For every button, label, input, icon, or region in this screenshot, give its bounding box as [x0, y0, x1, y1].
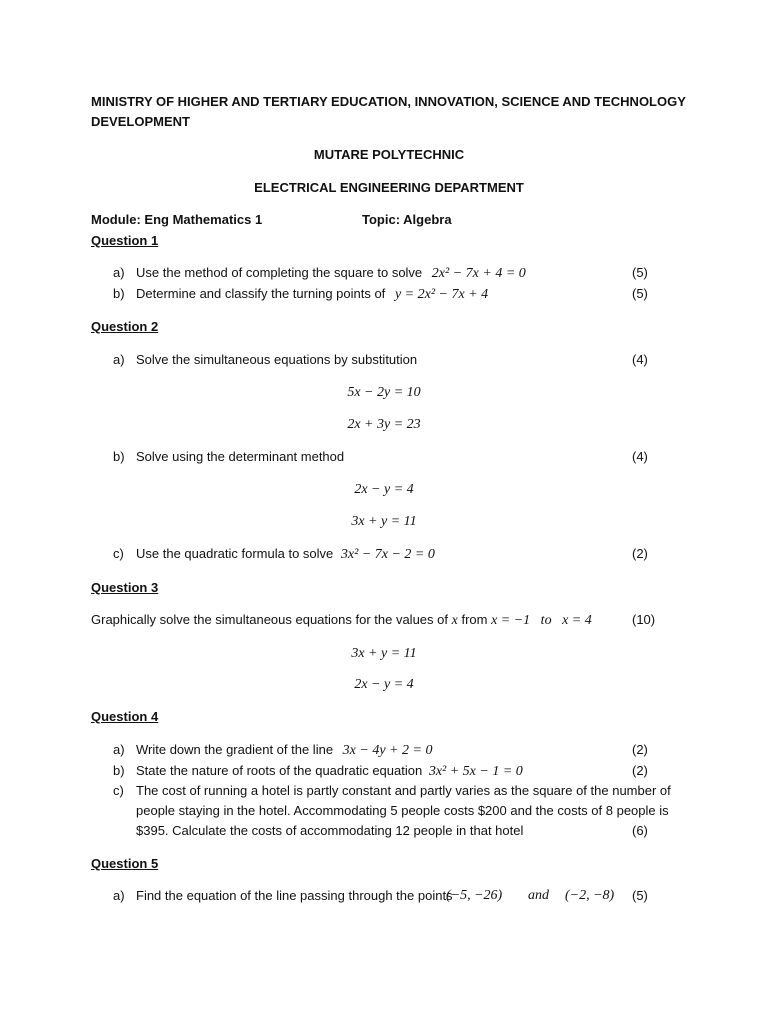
q4a-marks: (2)	[632, 742, 648, 757]
q3-range: x = −1 to x = 4	[491, 613, 592, 628]
q4b-equation: 3x² + 5x − 1 = 0	[428, 764, 523, 779]
q1a-marks: (5)	[632, 265, 648, 280]
q2c-letter: c)	[113, 546, 124, 561]
q1a-prompt: Use the method of completing the square to solve	[136, 265, 423, 280]
q2a-letter: a)	[113, 352, 125, 367]
q3-variable: x	[451, 613, 458, 628]
q2b-equation-1: 2x − y = 4	[354, 482, 414, 497]
q1a-letter: a)	[113, 265, 125, 280]
q4b-text	[136, 762, 523, 780]
q2b-marks: (4)	[632, 449, 648, 464]
q2b-prompt: Solve using the determinant method	[136, 449, 345, 464]
q4a-letter: a)	[113, 742, 125, 757]
ministry-line-1: MINISTRY OF HIGHER AND TERTIARY EDUCATION, INNOVATION, SCIENCE AND TECHNOLOGY	[91, 94, 686, 109]
q1b-text	[136, 285, 488, 303]
q5a-and: and	[528, 888, 549, 903]
q3-equation-1: 3x + y = 11	[351, 646, 417, 661]
q2a-equation-2: 2x + 3y = 23	[347, 417, 421, 432]
q4b-marks: (2)	[632, 763, 648, 778]
ministry-line-2: DEVELOPMENT	[91, 114, 190, 129]
department-title: ELECTRICAL ENGINEERING DEPARTMENT	[254, 180, 524, 195]
question-5-heading: Question 5	[91, 856, 159, 871]
q5a-prompt: Find the equation of the line passing through the points	[136, 888, 453, 903]
q2c-prompt: Use the quadratic formula to solve	[136, 546, 334, 561]
q4c-line-3: $395. Calculate the costs of accommodating 12 people in that hotel	[136, 823, 524, 838]
q2c-text	[136, 545, 435, 563]
q4a-prompt: Write down the gradient of the line	[136, 742, 334, 757]
q2b-letter: b)	[113, 449, 125, 464]
q5a-letter: a)	[113, 888, 125, 903]
q4a-text	[136, 741, 432, 759]
q1b-letter: b)	[113, 286, 125, 301]
q4a-equation: 3x − 4y + 2 = 0	[342, 743, 433, 758]
q3-from: from	[461, 612, 488, 627]
q2c-marks: (2)	[632, 546, 648, 561]
q2a-equation-1: 5x − 2y = 10	[347, 385, 421, 400]
q3-text	[91, 611, 592, 629]
question-2-heading: Question 2	[91, 319, 159, 334]
q4c-letter: c)	[113, 783, 124, 798]
q2b-equation-2: 3x + y = 11	[351, 514, 417, 529]
topic-label: Topic: Algebra	[362, 212, 452, 227]
question-1-heading: Question 1	[91, 233, 159, 248]
q3-prompt: Graphically solve the simultaneous equations for the values of	[91, 612, 448, 627]
institution-title: MUTARE POLYTECHNIC	[313, 147, 465, 162]
q5a-point-1: (−5, −26)	[446, 888, 503, 903]
q1b-prompt: Determine and classify the turning points of	[136, 286, 386, 301]
q5a-marks: (5)	[632, 888, 648, 903]
q1b-equation: y = 2x² − 7x + 4	[394, 287, 489, 302]
q1b-marks: (5)	[632, 286, 648, 301]
q2c-equation: 3x² − 7x − 2 = 0	[340, 547, 435, 562]
q1a-equation: 2x² − 7x + 4 = 0	[431, 266, 526, 281]
q5a-point-2: (−2, −8)	[565, 888, 615, 903]
q1a-text	[136, 264, 526, 282]
q4c-line-2: people staying in the hotel. Accommodating 5 people costs $200 and the costs of 8 people is	[136, 803, 669, 818]
q4b-letter: b)	[113, 763, 125, 778]
q3-equation-2: 2x − y = 4	[354, 677, 414, 692]
question-4-heading: Question 4	[91, 709, 159, 724]
q2a-prompt: Solve the simultaneous equations by substitution	[136, 352, 418, 367]
q4b-prompt: State the nature of roots of the quadratic equation	[136, 763, 423, 778]
q2a-marks: (4)	[632, 352, 648, 367]
q4c-marks: (6)	[632, 823, 648, 838]
module-label: Module: Eng Mathematics 1	[91, 212, 263, 227]
q3-marks: (10)	[632, 612, 656, 627]
question-3-heading: Question 3	[91, 580, 159, 595]
q4c-line-1: The cost of running a hotel is partly constant and partly varies as the square of the number of	[136, 783, 671, 798]
